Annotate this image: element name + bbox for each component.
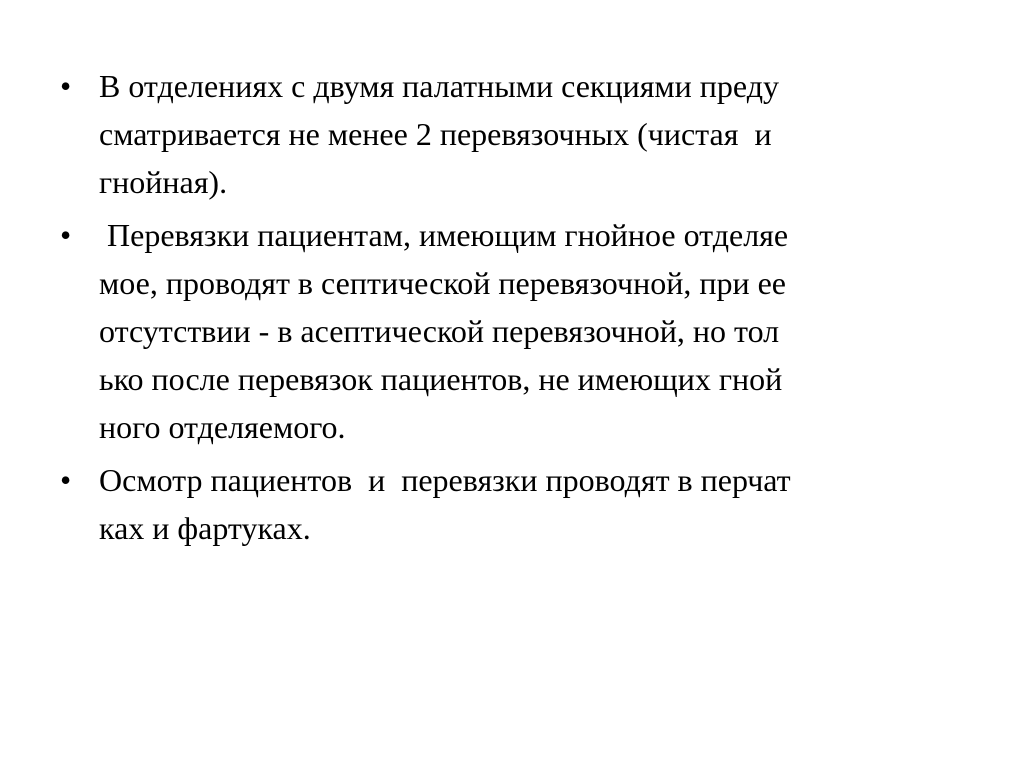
- bullet-text-line: Перевязки пациентам, имеющим гнойное отделяе: [99, 217, 789, 253]
- bullet-marker: •: [60, 462, 72, 498]
- bullet-text-line: ного отделяемого.: [99, 409, 346, 445]
- bullet-list: [58, 62, 978, 557]
- bullet-text-line: отсутствии - в асептической перевязочной, но тол: [99, 313, 780, 349]
- bullet-marker: •: [60, 217, 72, 253]
- bullet-text-line: Осмотр пациентов и перевязки проводят в перчат: [99, 462, 791, 498]
- bullet-item-dressing-rooms-count: [58, 62, 978, 206]
- bullet-text-line: мое, проводят в септической перевязочной, при ее: [99, 265, 786, 301]
- bullet-item-gloves-aprons: [58, 456, 978, 552]
- bullet-text-line: ько после перевязок пациентов, не имеющих гной: [99, 361, 783, 397]
- bullet-marker: •: [60, 68, 72, 104]
- bullet-text-line: ках и фартуках.: [99, 510, 311, 546]
- bullet-text-line: сматривается не менее 2 перевязочных (чистая и: [99, 116, 772, 152]
- bullet-text-line: В отделениях с двумя палатными секциями преду: [99, 68, 779, 104]
- bullet-text-line: гнойная).: [99, 164, 228, 200]
- bullet-item-septic-dressings: [58, 211, 978, 451]
